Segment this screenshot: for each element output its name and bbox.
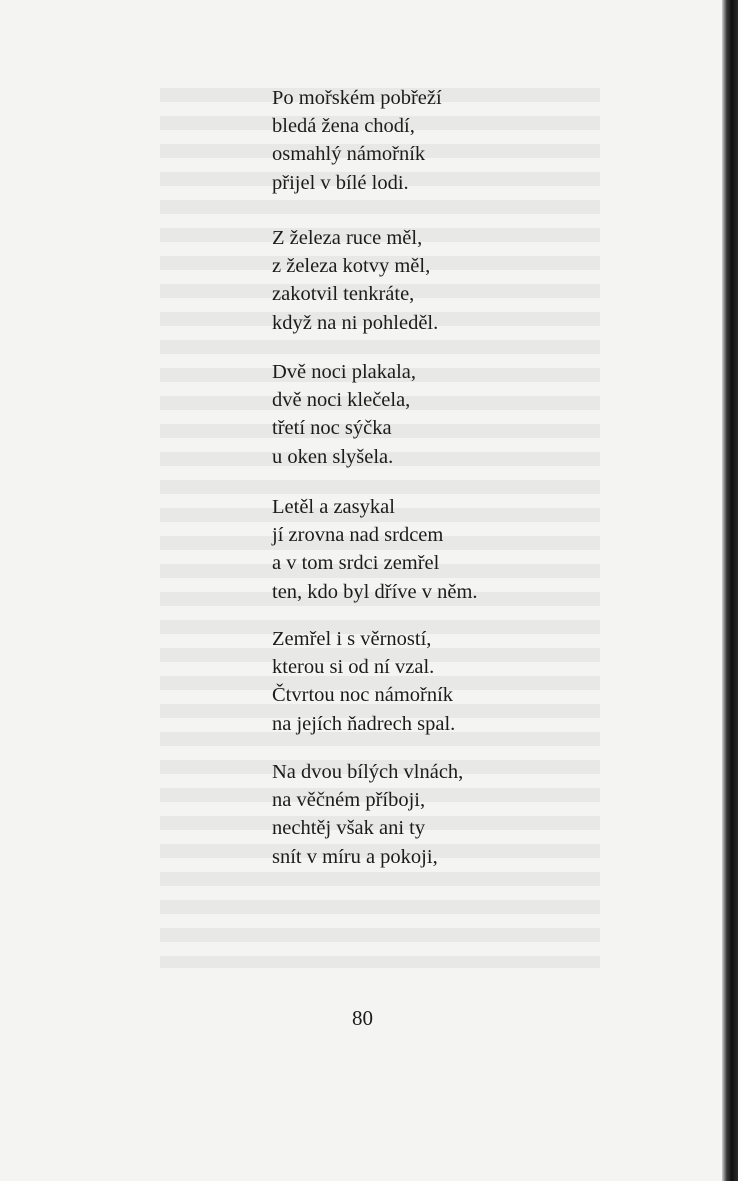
poem-line: Na dvou bílých vlnách,	[272, 761, 464, 783]
stanza	[272, 493, 478, 606]
poem-line: Dvě noci plakala,	[272, 361, 417, 383]
poem-line: z železa kotvy měl,	[272, 255, 431, 278]
poem-line: snít v míru a pokoji,	[272, 845, 438, 868]
poem-line: kterou si od ní vzal.	[272, 656, 435, 679]
stanza	[272, 358, 416, 471]
poem-line: Letěl a zasykal	[272, 496, 395, 518]
stanza	[272, 224, 438, 337]
page-edge	[722, 0, 738, 1181]
poem-line: přijel v bílé lodi.	[272, 171, 409, 194]
poem-line: jí zrovna nad srdcem	[272, 524, 444, 547]
poem-line: na jejích ňadrech spal.	[272, 712, 456, 735]
poem-line: osmahlý námořník	[272, 143, 426, 166]
poem-line: nechtěj však ani ty	[272, 817, 426, 840]
poem-line: bledá žena chodí,	[272, 115, 415, 138]
poem-line: dvě noci klečela,	[272, 389, 411, 412]
stanza	[272, 758, 463, 871]
poem-line: na věčném příboji,	[272, 789, 426, 812]
page-number: 80	[352, 1006, 373, 1030]
stanza	[272, 84, 442, 197]
poem-line: a v tom srdci zemřel	[272, 552, 440, 575]
poem-line: Zemřel i s věrností,	[272, 628, 432, 650]
stanza	[272, 625, 455, 738]
poem-line: u oken slyšela.	[272, 445, 394, 468]
poem-line: Po mořském pobřeží	[272, 87, 442, 109]
poem-line: Z železa ruce měl,	[272, 227, 423, 249]
poem-line: když na ni pohleděl.	[272, 311, 439, 334]
poem-line: třetí noc sýčka	[272, 417, 392, 440]
poem-line: Čtvrtou noc námořník	[272, 684, 454, 707]
poem-line: zakotvil tenkráte,	[272, 283, 415, 306]
poem-line: ten, kdo byl dříve v něm.	[272, 580, 478, 603]
